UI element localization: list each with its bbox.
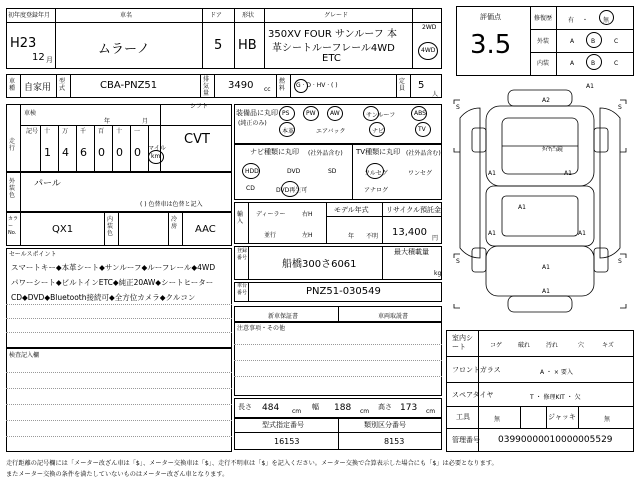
mileage-digit: 4 — [62, 146, 69, 159]
digit-header: 一 — [134, 128, 141, 135]
damage-mark-2: A1 — [488, 170, 496, 177]
chassis-label: 車台番号 — [237, 283, 248, 296]
type-value: CBA-PNZ51 — [100, 80, 158, 91]
mileage-digit: 0 — [98, 146, 105, 159]
equipment-item: 本革 — [282, 128, 295, 135]
class-no-value: 8153 — [384, 437, 405, 446]
car-name: ムラーノ — [98, 42, 150, 57]
sheet-hole: 穴 — [578, 342, 585, 349]
equipment-item: AW — [330, 110, 340, 117]
equipment-item: PW — [306, 110, 316, 117]
inspector-label: 検査記入欄 — [9, 352, 40, 359]
score-value: 3.5 — [470, 30, 512, 60]
import-parallel: 並行 — [264, 232, 277, 239]
color-no-value: QX1 — [52, 224, 74, 235]
use-value: 自家用 — [24, 83, 52, 93]
grade-line-3: ETC — [322, 53, 341, 64]
width-cm: cm — [360, 408, 370, 415]
sheet-scratch: キズ — [602, 342, 614, 349]
navi-label: ナビ種類に丸印 — [250, 148, 299, 156]
fuel-options: G · D · HV · ( ) — [296, 82, 338, 89]
footer-note-1: 走行距離の記号欄には「メーター改ざん車は「$」、メーター交換車は「$」、走行不明車は「$」を記入ください。メーター交換で合算表示した場合にも「$」は必要となります。 — [6, 460, 498, 467]
digit-header: 千 — [80, 128, 87, 135]
int-opt-b: B — [591, 60, 596, 67]
vehicle-manual: 車両取説書 — [378, 313, 409, 320]
chassis-value: PNZ51-030549 — [306, 286, 381, 297]
model-year-unit: 年 — [348, 233, 355, 240]
tv-oneseg: ワンセグ — [408, 170, 433, 177]
equipment-item: ABS — [414, 110, 426, 117]
selling-point-line-3: CD◆DVD◆Bluetooth接続可◆全方位カメラ◆クルコン — [11, 293, 196, 302]
equipment-sub: (純正のみ) — [238, 120, 267, 127]
equipment-item: ナビ — [372, 128, 385, 135]
tv-label: TV種類に丸印 — [356, 148, 401, 156]
import-left-hand: 左H — [302, 232, 313, 239]
type-no-value: 16153 — [274, 437, 300, 446]
notes-block — [234, 322, 442, 396]
length-value: 484 — [262, 403, 280, 413]
score-label: 評価点 — [480, 13, 501, 21]
ext-opt-c: C — [614, 38, 619, 45]
registration-row — [6, 74, 442, 98]
interior-sheet-label: 室内シート — [452, 334, 473, 351]
repair-label: 修復歴 — [534, 15, 553, 22]
drive-2wd: 2WD — [422, 24, 437, 31]
length-cm: cm — [292, 408, 302, 415]
spare-tire-label: スペアタイヤ — [452, 391, 494, 399]
shape-value: HB — [238, 38, 257, 53]
damage-mark-1: A1 — [586, 83, 594, 90]
navi-sub: (社外品含む) — [308, 150, 343, 157]
import-label: 輸入 — [237, 211, 244, 225]
kg-unit: kg — [434, 270, 442, 277]
sheet-tear: 破れ — [518, 342, 531, 349]
aircon-label: 冷房 — [171, 216, 178, 230]
damage-mark-3: A1 — [564, 170, 572, 177]
jack-value: 無 — [604, 416, 611, 423]
digit-header: 万 — [62, 128, 69, 135]
tire-note: ﾀｲﾔ凸鏡 — [542, 146, 564, 153]
repair-opt-yes: 有 — [568, 17, 575, 24]
length-label: 長さ — [238, 403, 252, 411]
digit-header: 記号 — [26, 128, 39, 135]
tools-value: 無 — [494, 416, 501, 423]
damage-mark-8: A1 — [542, 288, 550, 295]
damage-mark-6: A1 — [578, 230, 586, 237]
height-cm: cm — [426, 408, 436, 415]
damage-mark-7: A1 — [542, 264, 550, 271]
equipment-item: エアバック — [316, 128, 346, 135]
interior-grade-label: 内装 — [537, 60, 550, 67]
capacity-value: 5 — [418, 80, 425, 91]
exterior-color-label: 外装色 — [9, 178, 16, 199]
damage-mark-5: A1 — [488, 230, 496, 237]
shift-value: CVT — [184, 132, 210, 147]
repair-opt-no: 無 — [603, 17, 610, 24]
navi-dvd-play: DVD再生可 — [276, 187, 308, 194]
tv-fullseg: フルセグ — [364, 170, 388, 177]
max-load-label: 最大積載量 — [394, 248, 429, 256]
shift-label: シフト — [190, 103, 209, 110]
equipment-item: PS — [282, 110, 290, 117]
drive-4wd: 4WD — [421, 47, 436, 54]
digit-header: 十 — [44, 128, 51, 135]
cc-unit: cc — [264, 86, 271, 93]
windshield-opts: A ・ × 要入 — [540, 369, 573, 376]
color-no-label: カラーNo. — [8, 216, 19, 236]
new-car-warranty: 新車保証書 — [268, 313, 299, 320]
exterior-color-value: パール — [34, 179, 61, 189]
color-note: ( ) 色替車は色替と記入 — [140, 201, 203, 208]
tools-label: 工具 — [456, 413, 470, 421]
equipment-item: サンルーフ — [366, 112, 396, 119]
digit-header: 百 — [98, 128, 105, 135]
tv-analog: アナログ — [364, 187, 389, 194]
navi-sd: SD — [328, 168, 337, 175]
inspection-label: 車検 — [24, 110, 37, 117]
import-dealer: ディーラー — [256, 211, 286, 218]
class-no-label: 類別区分番号 — [364, 421, 406, 429]
import-right-hand: 右H — [302, 211, 313, 218]
run-label: 走行 — [9, 138, 16, 152]
footer-note-2: またメーター交換の条件を満たしていないものはメーター改ざん車となります。 — [6, 471, 229, 478]
mileage-digit: 0 — [134, 146, 141, 159]
navi-dvd: DVD — [287, 168, 301, 175]
car-name-label: 車名 — [120, 12, 133, 19]
sheet-dirt: 汚れ — [546, 342, 559, 349]
width-value: 188 — [334, 403, 352, 413]
mileage-digit: 0 — [116, 146, 123, 159]
recycle-label: リサイクル預託金 — [386, 206, 442, 214]
height-value: 173 — [400, 403, 418, 413]
model-year-value: 不明 — [366, 233, 379, 240]
recycle-value: 13,400 — [392, 227, 427, 238]
damage-mark-roof: A2 — [542, 97, 550, 104]
first-reg-month: 12 — [32, 52, 45, 63]
jack-label: ジャッキ — [548, 413, 576, 421]
doors-label: ドア — [210, 12, 222, 19]
inspection-month-unit: 月 — [142, 118, 149, 125]
damage-diagram: S S S S A2 A1 A1 A1 A1 A1 A1 A1 A1 ﾀｲﾔ凸鏡 — [446, 78, 634, 326]
navi-hdd: HDD — [245, 168, 259, 175]
width-label: 幅 — [312, 403, 319, 411]
car-outline-diagram — [446, 78, 634, 326]
mileage-digit: 6 — [80, 146, 87, 159]
mgmt-no-value: 03990000010000005529 — [498, 435, 613, 445]
plate-value: 船橋300さ6061 — [282, 259, 357, 270]
km-unit: km — [151, 153, 161, 160]
fuel-label: 燃料 — [279, 78, 286, 92]
shape-label: 形状 — [242, 12, 255, 19]
model-year-label: モデル年式 — [334, 206, 369, 214]
digit-header: 十 — [116, 128, 123, 135]
grade-label: グレード — [324, 12, 349, 19]
windshield-label: フロントガラス — [452, 366, 501, 374]
height-label: 高さ — [378, 403, 392, 411]
capacity-label: 定員 — [399, 78, 406, 92]
doors-value: 5 — [214, 38, 223, 53]
ext-opt-a: A — [570, 38, 575, 45]
use-label: 車種 — [9, 78, 16, 92]
aircon-value: AAC — [195, 224, 216, 235]
selling-points-label: セールスポイント — [9, 251, 57, 258]
exterior-grade-label: 外装 — [537, 38, 550, 45]
type-label: 型式 — [59, 78, 66, 92]
type-no-label: 型式指定番号 — [262, 421, 304, 429]
selling-point-line-1: スマートキー◆本革シート◆サンルーフ◆ルーフレール◆4WD — [11, 263, 216, 272]
selling-point-line-2: パワーシート◆ビルトインETC◆純正20AW◆シートヒーター — [11, 278, 214, 287]
person-unit: 人 — [432, 91, 439, 98]
mile-unit: マイル — [148, 145, 166, 152]
notes-label: 注意事項・その他 — [237, 325, 286, 332]
ext-opt-b: B — [591, 38, 596, 45]
plate-label: 登録番号 — [237, 248, 248, 261]
spare-tire-opts: T ・ 修理KIT ・ 欠 — [530, 394, 581, 401]
int-opt-a: A — [570, 60, 575, 67]
interior-color-label: 内装色 — [107, 216, 114, 237]
first-reg-era: H23 — [10, 36, 37, 51]
damage-mark-4: A1 — [518, 204, 526, 211]
tv-sub: (社外品含む) — [406, 150, 441, 157]
navi-cd: CD — [246, 185, 255, 192]
int-opt-c: C — [614, 60, 619, 67]
equipment-item: TV — [418, 126, 426, 133]
equipment-label: 装備品に丸印 — [236, 109, 278, 117]
mileage-digit: 1 — [44, 146, 51, 159]
inspection-year-unit: 年 — [104, 118, 111, 125]
grade-line-1: 350XV FOUR サンルーフ 本 — [268, 29, 397, 40]
sheet-burn: コゲ — [490, 342, 503, 349]
yen-unit: 円 — [432, 235, 439, 242]
displacement-value: 3490 — [228, 80, 254, 91]
mgmt-no-label: 管理番号 — [452, 436, 480, 444]
first-reg-label: 初年度登録年月 — [8, 12, 51, 19]
month-unit: 月 — [46, 56, 53, 64]
grade-line-2: 革シートルーフレール4WD — [272, 43, 395, 54]
displacement-label: 排気量 — [203, 76, 210, 97]
